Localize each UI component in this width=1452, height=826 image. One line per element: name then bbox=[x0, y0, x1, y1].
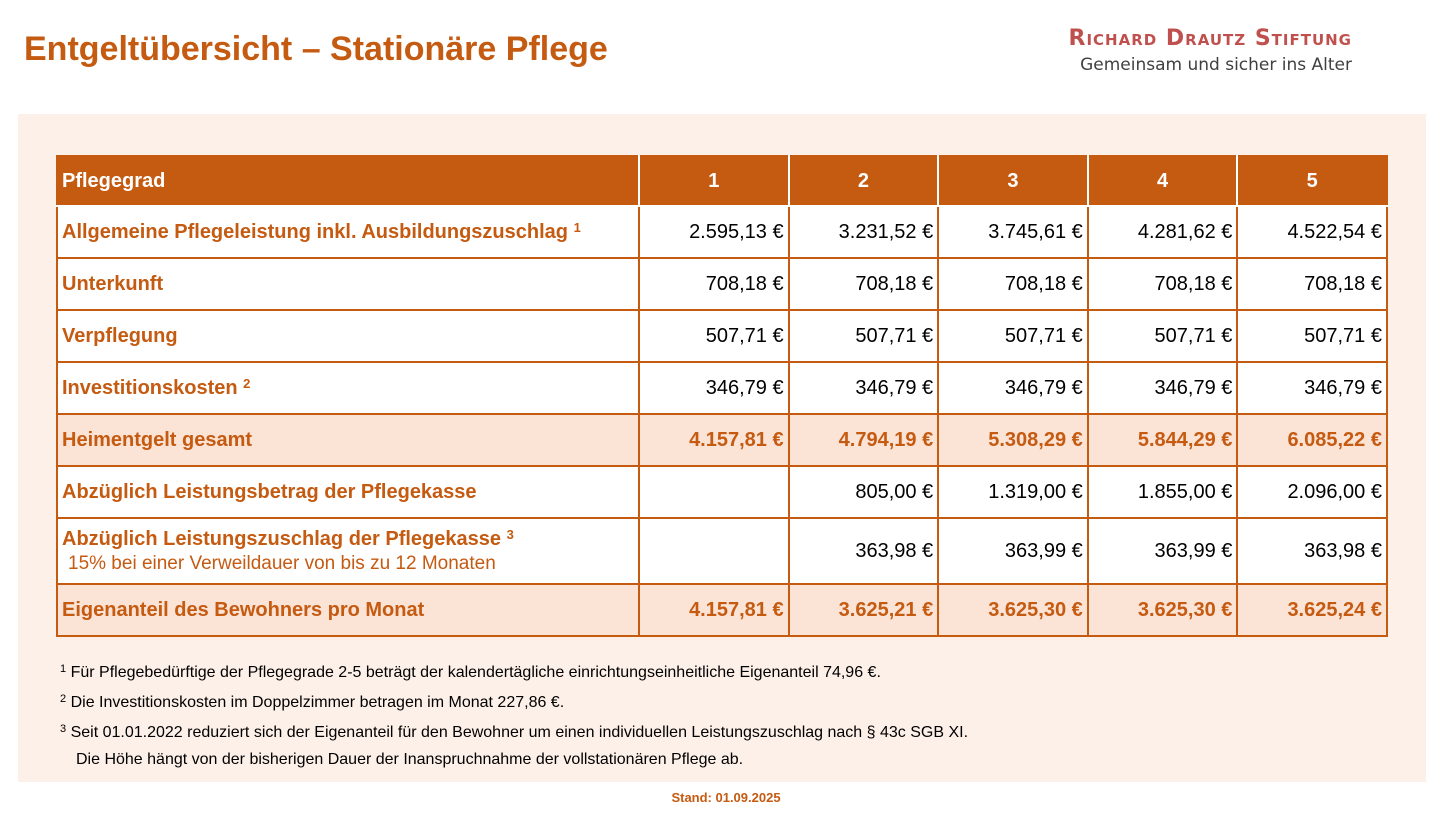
row-label: Eigenanteil des Bewohners pro Monat bbox=[57, 584, 639, 636]
footnote-text: Die Höhe hängt von der bisherigen Dauer der Inanspruchnahme der vollstationären Pflege ab. bbox=[76, 751, 744, 768]
cell-value: 4.157,81 € bbox=[639, 414, 789, 466]
cell-value: 363,98 € bbox=[789, 518, 939, 584]
row-label-text: Abzüglich Leistungszuschlag der Pflegekasse bbox=[62, 528, 502, 550]
header-level-1: 1 bbox=[639, 156, 789, 206]
cell-value bbox=[639, 518, 789, 584]
cell-value: 507,71 € bbox=[639, 310, 789, 362]
row-label-text: Investitionskosten bbox=[62, 377, 238, 399]
cell-value: 3.625,30 € bbox=[1088, 584, 1238, 636]
cell-value: 363,99 € bbox=[1088, 518, 1238, 584]
cell-value: 5.308,29 € bbox=[938, 414, 1088, 466]
cell-value: 363,99 € bbox=[938, 518, 1088, 584]
header-level-3: 3 bbox=[938, 156, 1088, 206]
cell-value: 4.157,81 € bbox=[639, 584, 789, 636]
table-row-leistungsbetrag bbox=[57, 466, 1387, 518]
logo-name-part2: Drautz bbox=[1165, 26, 1247, 51]
header-level-5: 5 bbox=[1237, 156, 1387, 206]
cell-value: 4.522,54 € bbox=[1237, 206, 1387, 258]
cell-value: 708,18 € bbox=[789, 258, 939, 310]
footnote-mark: 2 bbox=[60, 693, 67, 705]
logo-name-part1: Richard bbox=[1068, 26, 1158, 51]
cell-value: 3.625,30 € bbox=[938, 584, 1088, 636]
table-row-verpflegung bbox=[57, 310, 1387, 362]
row-label bbox=[57, 518, 639, 584]
cell-value: 363,98 € bbox=[1237, 518, 1387, 584]
cell-value bbox=[639, 466, 789, 518]
stand-date: Stand: 01.09.2025 bbox=[671, 790, 781, 805]
cell-value: 4.281,62 € bbox=[1088, 206, 1238, 258]
cell-value: 2.595,13 € bbox=[639, 206, 789, 258]
cell-value: 346,79 € bbox=[938, 362, 1088, 414]
cell-value: 708,18 € bbox=[1088, 258, 1238, 310]
row-label: Abzüglich Leistungsbetrag der Pflegekasse bbox=[57, 466, 639, 518]
header-level-4: 4 bbox=[1088, 156, 1238, 206]
logo-name-part3: Stiftung bbox=[1254, 26, 1352, 51]
table-row-leistungszuschlag bbox=[57, 518, 1387, 584]
page-title: Entgeltübersicht – Stationäre Pflege bbox=[24, 30, 608, 68]
row-label: Heimentgelt gesamt bbox=[57, 414, 639, 466]
logo-tagline: Gemeinsam und sicher ins Alter bbox=[1080, 55, 1352, 75]
cell-value: 346,79 € bbox=[1237, 362, 1387, 414]
foundation-logo bbox=[940, 26, 1352, 75]
table-row-eigenanteil bbox=[57, 584, 1387, 636]
row-label: Unterkunft bbox=[57, 258, 639, 310]
row-label: Verpflegung bbox=[57, 310, 639, 362]
table-row-heimentgelt-gesamt bbox=[57, 414, 1387, 466]
footnotes bbox=[60, 656, 1360, 773]
cell-value: 507,71 € bbox=[1237, 310, 1387, 362]
cell-value: 6.085,22 € bbox=[1237, 414, 1387, 466]
cell-value: 708,18 € bbox=[639, 258, 789, 310]
footnote-1 bbox=[60, 656, 1360, 686]
cell-value: 346,79 € bbox=[639, 362, 789, 414]
cell-value: 507,71 € bbox=[938, 310, 1088, 362]
cell-value: 346,79 € bbox=[789, 362, 939, 414]
footnote-mark: 3 bbox=[60, 723, 67, 735]
cell-value: 3.745,61 € bbox=[938, 206, 1088, 258]
row-label bbox=[57, 362, 639, 414]
cell-value: 805,00 € bbox=[789, 466, 939, 518]
cell-value: 346,79 € bbox=[1088, 362, 1238, 414]
footnote-ref: 2 bbox=[243, 376, 251, 391]
cell-value: 507,71 € bbox=[1088, 310, 1238, 362]
header-pflegegrad: Pflegegrad bbox=[57, 156, 639, 206]
fee-table bbox=[56, 155, 1388, 637]
cell-value: 3.625,24 € bbox=[1237, 584, 1387, 636]
footnote-text: Seit 01.01.2022 reduziert sich der Eigenanteil für den Bewohner um einen individuellen Leistungszuschlag nach § 43c SGB XI. bbox=[70, 724, 969, 741]
header-level-2: 2 bbox=[789, 156, 939, 206]
table-row-investitionskosten bbox=[57, 362, 1387, 414]
row-label bbox=[57, 206, 639, 258]
footnote-text: Die Investitionskosten im Doppelzimmer betragen im Monat 227,86 €. bbox=[70, 694, 565, 711]
cell-value: 5.844,29 € bbox=[1088, 414, 1238, 466]
footnote-mark: 1 bbox=[60, 663, 67, 675]
table-row-unterkunft bbox=[57, 258, 1387, 310]
cell-value: 2.096,00 € bbox=[1237, 466, 1387, 518]
footnote-3-continued bbox=[60, 746, 1360, 773]
cell-value: 4.794,19 € bbox=[789, 414, 939, 466]
cell-value: 1.319,00 € bbox=[938, 466, 1088, 518]
cell-value: 3.231,52 € bbox=[789, 206, 939, 258]
cell-value: 708,18 € bbox=[1237, 258, 1387, 310]
cell-value: 3.625,21 € bbox=[789, 584, 939, 636]
cell-value: 708,18 € bbox=[938, 258, 1088, 310]
cell-value: 1.855,00 € bbox=[1088, 466, 1238, 518]
row-label-text: Allgemeine Pflegeleistung inkl. Ausbildungszuschlag bbox=[62, 221, 569, 243]
logo-name bbox=[940, 26, 1352, 51]
table-row-pflegeleistung bbox=[57, 206, 1387, 258]
footnote-3 bbox=[60, 716, 1360, 746]
footnote-text: Für Pflegebedürftige der Pflegegrade 2-5 beträgt der kalendertägliche einrichtungseinheitliche Eigenanteil 74,96 €. bbox=[70, 664, 881, 681]
footnote-ref: 3 bbox=[506, 527, 514, 542]
table-header-row bbox=[57, 156, 1387, 206]
footnote-ref: 1 bbox=[573, 220, 581, 235]
row-sublabel: 15% bei einer Verweildauer von bis zu 12 Monaten bbox=[68, 553, 496, 574]
cell-value: 507,71 € bbox=[789, 310, 939, 362]
footnote-2 bbox=[60, 686, 1360, 716]
